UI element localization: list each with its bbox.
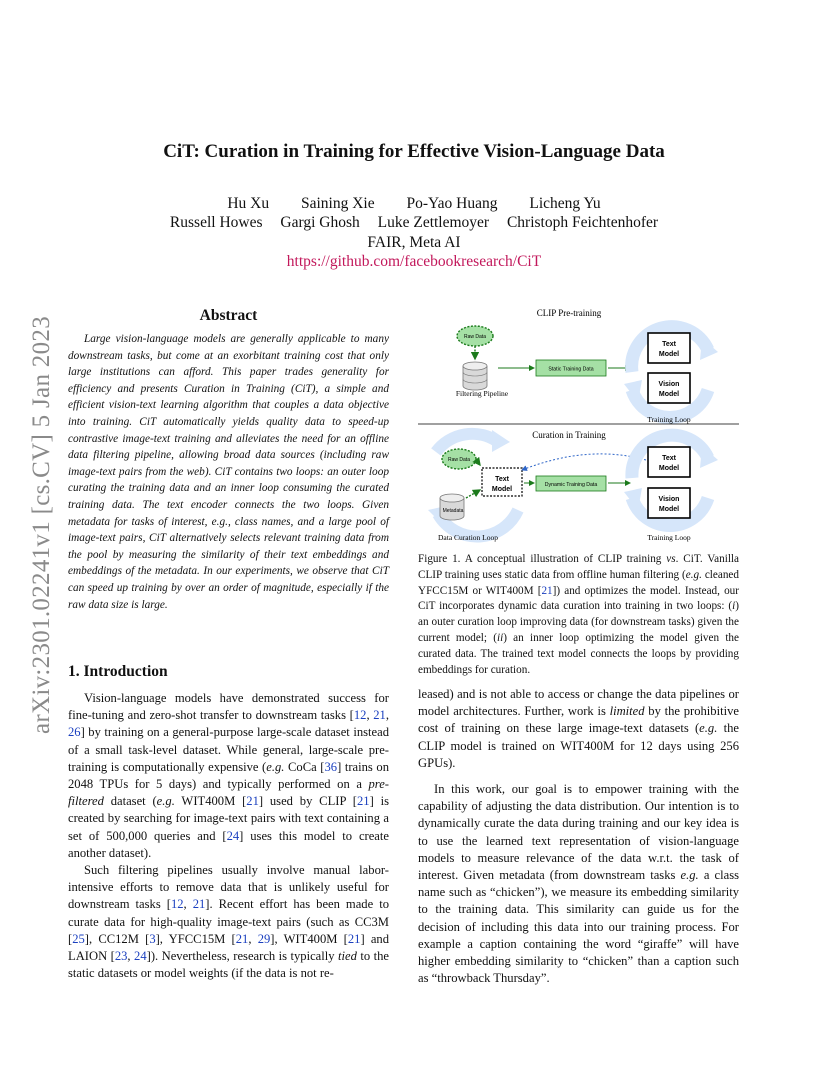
svg-text:Model: Model [491, 486, 513, 493]
static-training-data-label: Static Training Data [548, 366, 594, 373]
author-name: Po-Yao Huang [406, 195, 498, 212]
dynamic-training-data-label: Dynamic Training Data [544, 482, 598, 488]
affiliation: FAIR, Meta AI [367, 234, 461, 251]
citation-link[interactable]: 21 [246, 794, 259, 809]
author-name: Gargi Ghosh [280, 214, 360, 231]
intro-body [68, 690, 389, 982]
citation-link[interactable]: 25 [72, 931, 85, 946]
svg-text:Text: Text [495, 476, 509, 483]
text-model-node [648, 447, 690, 477]
svg-text:Model: Model [658, 391, 680, 398]
svg-text:Model: Model [658, 465, 680, 472]
raw-data-label: Raw Data [464, 334, 486, 340]
flow-arrow [477, 461, 480, 465]
svg-text:Model: Model [658, 506, 680, 513]
author-list [0, 195, 828, 213]
training-loop-label: Training Loop [647, 415, 691, 424]
citation-link[interactable]: 21 [541, 584, 553, 597]
svg-text:Text: Text [662, 455, 676, 462]
citation-link[interactable]: 36 [324, 759, 338, 774]
training-loop-label: Training Loop [647, 533, 691, 542]
svg-text:Vision: Vision [658, 496, 680, 503]
author-name: Christoph Feichtenhofer [506, 214, 659, 231]
database-cylinder-icon [463, 362, 487, 390]
metadata-label: Metadata [442, 508, 464, 514]
paragraph: Such filtering pipelines usually involve manual labor-intensive efforts to remove data that is unlikely useful for downstream tasks [12, 21]. Recent effort has been made to curate data for high-quality image-text pairs (such as CC3M [25], CC12M [3], YFCC15M [21, 29], WIT400M [21] and LAION [23, 24]). Nevertheless, research is typically tied to the static datasets or model weights (if the data is not re- [68, 863, 390, 981]
citation-link[interactable]: 3 [149, 931, 156, 946]
github-link[interactable]: https://github.com/facebookresearch/CiT [286, 253, 542, 270]
citation-link[interactable]: 12 [353, 708, 367, 723]
filtering-pipeline-label: Filtering Pipeline [455, 389, 509, 398]
right-body [418, 686, 739, 987]
citation-link[interactable]: 24 [226, 828, 240, 843]
data-curation-loop-label: Data Curation Loop [438, 533, 498, 542]
citation-link[interactable]: 24 [134, 949, 147, 964]
paragraph: Vision-language models have demonstrated success for fine-tuning and zero-shot transfer to downstream tasks [12, 21, 26] by training on a general-purpose large-scale dataset instead of a small task-level dataset. While general, large-scale pre-training is computationally expensive (e.g. CoCa [36] trains on 2048 TPUs for 5 days) and typically performed on a pre-filtered dataset (e.g. WIT400M [21] used by CLIP [21] is created by searching for image-text pairs with text containing a set of 500,000 queries and [24] uses this model to create another dataset). [68, 691, 389, 860]
author-name: Luke Zettlemoyer [377, 214, 490, 231]
author-name: Hu Xu [227, 195, 270, 212]
paper-title: CiT: Curation in Training for Effective Vision-Language Data [163, 141, 665, 162]
svg-text:Text: Text [662, 341, 676, 348]
figure-diagram [418, 302, 739, 544]
raw-data-label: Raw Data [448, 457, 470, 463]
vision-model-node [648, 488, 690, 518]
citation-link[interactable]: 21 [357, 794, 370, 809]
paragraph: In this work, our goal is to empower training with the capability of adjusting the data distribution. Our intention is to dynamically curate the data during training and our key idea is to use the learned text representation of vision-language models to measure relevance of the data w.r.t. the task of interest. Given metadata (from downstream tasks e.g. a class name such as “chicken”), we measure its embedding similarity to the training data. This similarity can guide us for the decision of including this data into our training process. For example a caption containing the word “giraffe” will have higher embedding similarity to “chicken” than a caption such as “throwback Thursday”. [418, 782, 739, 986]
author-name: Saining Xie [300, 195, 375, 212]
arxiv-identifier: arXiv:2301.02241v1 [cs.CV] 5 Jan 2023 [28, 316, 55, 734]
text-model-node [648, 333, 690, 363]
flow-arrow [466, 490, 480, 498]
abstract-heading: Abstract [199, 307, 258, 324]
citation-link[interactable]: 21 [235, 931, 249, 946]
citation-link[interactable]: 12 [170, 897, 184, 912]
svg-text:Model: Model [658, 351, 680, 358]
figure-title-bottom: Curation in Training [532, 430, 606, 440]
figure-title-top: CLIP Pre-training [536, 308, 602, 318]
citation-link[interactable]: 29 [257, 931, 271, 946]
abstract-text: Large vision-language models are generally applicable to many downstream tasks, but come at an exorbitant training cost that only large institutions can afford. This paper trades generality for efficiency and presents Curation in Training (CiT), a simple and efficient vision-text learning algorithm that couples a data objective into training. CiT automatically yields quality data to speed-up contrastive image-text training and alleviates the need for an offline data filtering pipeline, allowing broad data sources (including raw image-text pairs from the web). CiT contains two loops: an outer loop curating the training data and an inner loop consuming the curated training data. The text encoder connects the two loops. Given metadata for tasks of interest, e.g., class names, and a large pool of image-text pairs, CiT alternatively selects relevant training data from the pool by measuring the similarity of their text embeddings and embeddings of the metadata. In our experiments, we observe that CiT can speed up training by over an order of magnitude, especially if the raw data size is large. [68, 333, 389, 611]
figure-caption: Figure 1. A conceptual illustration of CLIP training vs. CiT. Vanilla CLIP training uses static data from offline human filtering (e.g. cleaned YFCC15M or WIT400M [21]) and optimizes the model. Instead, our CiT incorporates dynamic data curation into training in two loops: (i) an outer curation loop improving data (for downstream tasks) given the current model; (ii) an inner loop optimizing the model given the curated data. The trained text model connects the loops by providing embeddings for curation. [418, 553, 739, 676]
svg-text:Vision: Vision [658, 381, 680, 388]
author-name: Russell Howes [169, 214, 263, 231]
citation-link[interactable]: 23 [114, 949, 128, 964]
paragraph: leased) and is not able to access or change the data pipelines or model architectures. Further, work is limited by the prohibitive cost of training on these large image-text datasets (e.g. the CLIP model is trained on WIT400M for 12 days using 256 GPUs). [418, 687, 739, 770]
author-name: Licheng Yu [529, 195, 601, 212]
citation-link[interactable]: 26 [68, 725, 81, 740]
database-cylinder-icon [440, 494, 464, 520]
citation-link[interactable]: 21 [347, 931, 361, 946]
author-list [0, 214, 828, 232]
citation-link[interactable]: 21 [373, 708, 386, 723]
citation-link[interactable]: 21 [192, 897, 206, 912]
vision-model-node [648, 373, 690, 403]
section-heading: 1. Introduction [68, 663, 168, 680]
